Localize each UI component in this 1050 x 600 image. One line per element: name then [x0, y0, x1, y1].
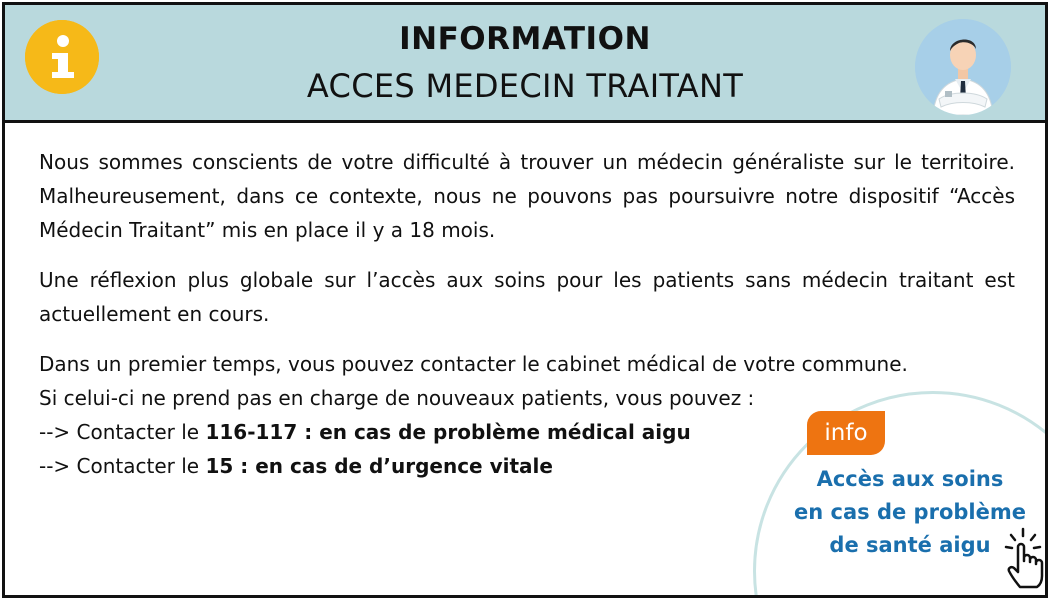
info-tag: info — [807, 411, 885, 455]
page-subtitle: ACCES MEDECIN TRAITANT — [306, 67, 744, 105]
paragraph-line: actuellement en cours. — [39, 302, 270, 326]
paragraph-line: Médecin Traitant” mis en place il y a 18 mois. — [39, 218, 496, 242]
contact-condition: Si celui-ci ne prend pas en charge de nouveaux patients, vous pouvez : — [39, 386, 755, 410]
paragraph-difficulty — [39, 145, 1015, 247]
contact-intro: Dans un premier temps, vous pouvez contacter le cabinet médical de votre commune. — [39, 352, 908, 376]
link-line: en cas de problème — [794, 500, 1026, 524]
paragraph-line: Nous sommes conscients de votre difficulté à trouver un médecin généraliste sur le territoire. — [39, 150, 1015, 174]
link-line: de santé aigu — [829, 533, 991, 557]
hand-pointer-icon[interactable] — [1003, 527, 1048, 593]
paragraph-line: Malheureusement, dans ce contexte, nous ne pouvons pas poursuivre notre dispositif “Accès — [39, 184, 1015, 208]
contact-number-116117: 116-117 : en cas de problème médical aigu — [205, 420, 691, 444]
contact-prefix: --> Contacter le — [39, 454, 206, 478]
header-banner — [5, 5, 1045, 123]
contact-prefix: --> Contacter le — [39, 420, 206, 444]
page-title: INFORMATION — [399, 21, 651, 57]
paragraph-reflection — [39, 263, 1015, 331]
info-card — [2, 2, 1048, 598]
paragraph-line: Une réflexion plus globale sur l’accès aux soins pour les patients sans médecin traitant est — [39, 268, 1015, 292]
contact-number-15: 15 : en cas de d’urgence vitale — [205, 454, 553, 478]
doctor-avatar-icon — [915, 19, 1011, 115]
link-line: Accès aux soins — [816, 467, 1004, 491]
